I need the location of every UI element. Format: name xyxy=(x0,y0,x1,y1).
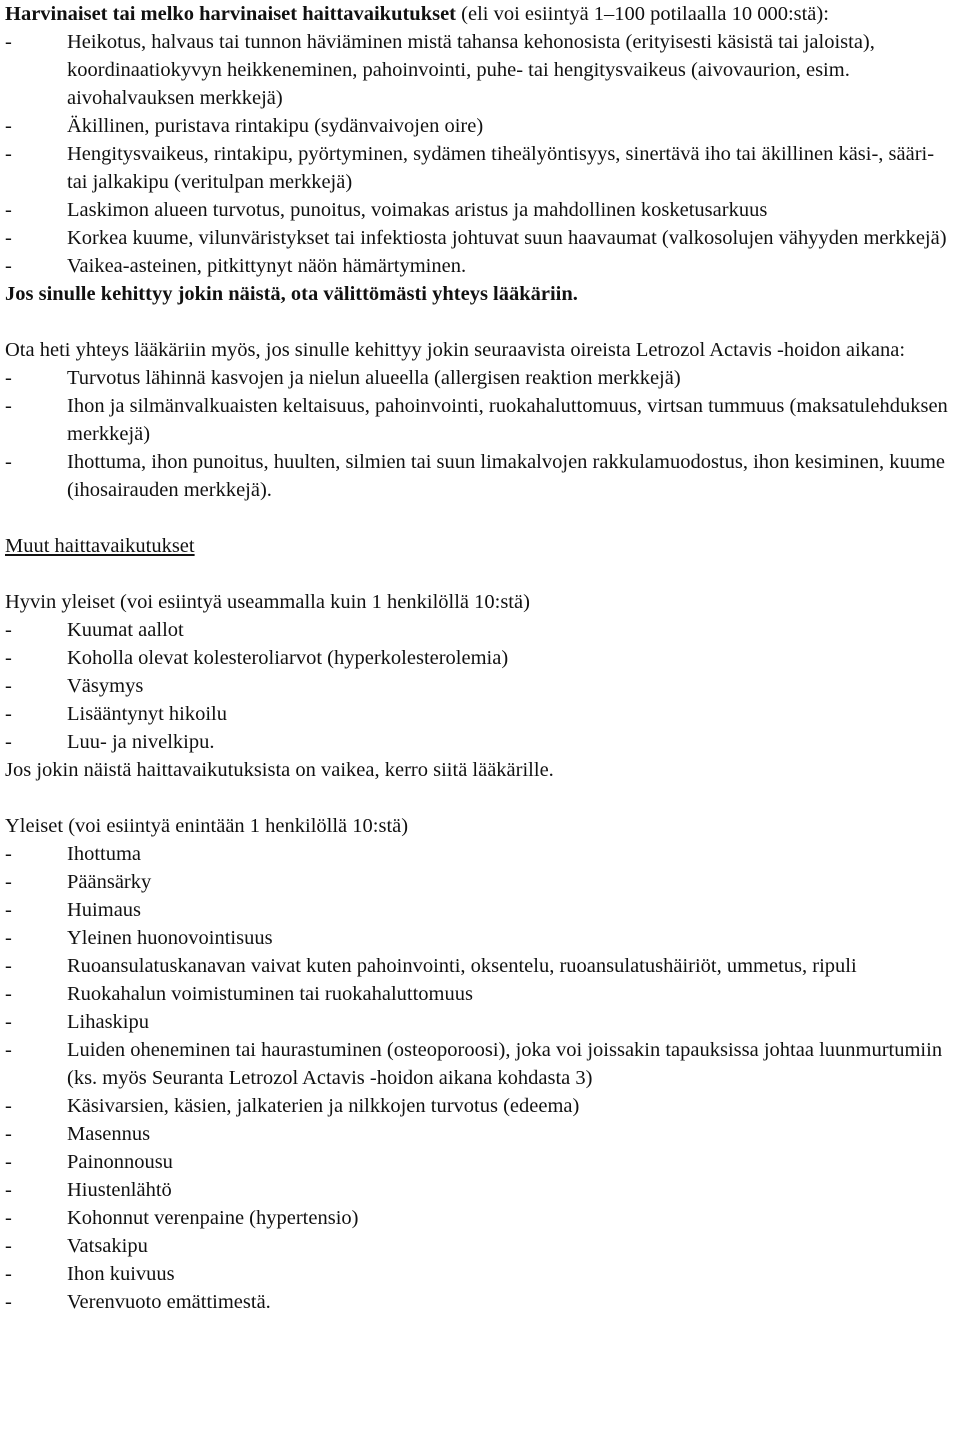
contact-doctor-list xyxy=(5,364,957,504)
spacer xyxy=(5,308,957,336)
dash: - xyxy=(5,227,12,249)
dash: - xyxy=(5,955,12,977)
document-page xyxy=(5,0,957,1316)
list-item xyxy=(5,672,957,700)
dash: - xyxy=(5,367,12,389)
list-item-text: Vatsakipu xyxy=(67,1235,148,1257)
list-item xyxy=(5,924,957,952)
spacer xyxy=(5,784,957,812)
list-item-text: Äkillinen, puristava rintakipu (sydänvaivojen oire) xyxy=(67,115,484,137)
common-heading: Yleiset (voi esiintyä enintään 1 henkilöllä 10:stä) xyxy=(5,815,409,837)
list-item-text: Ihottuma xyxy=(67,843,142,865)
list-item-text: Lihaskipu xyxy=(67,1011,149,1033)
rare-effects-heading-rest: (eli voi esiintyä 1–100 potilaalla 10 000:stä): xyxy=(456,3,829,25)
very-common-heading: Hyvin yleiset (voi esiintyä useammalla kuin 1 henkilöllä 10:stä) xyxy=(5,591,530,613)
dash: - xyxy=(5,1039,12,1061)
spacer xyxy=(5,504,957,532)
list-item xyxy=(5,700,957,728)
list-item xyxy=(5,1008,957,1036)
list-item xyxy=(5,840,957,868)
list-item-text: Hiustenlähtö xyxy=(67,1179,172,1201)
dash: - xyxy=(5,675,12,697)
spacer xyxy=(5,560,957,588)
list-item-text: Hengitysvaikeus, rintakipu, pyörtyminen, sydämen tiheälyöntisyys, sinertävä iho tai äkillinen käsi-, sääri- tai jalkakipu (veritulpan merkkejä) xyxy=(67,143,935,193)
dash: - xyxy=(5,1011,12,1033)
list-item xyxy=(5,1176,957,1204)
list-item-text: Kohonnut verenpaine (hypertensio) xyxy=(67,1207,359,1229)
list-item xyxy=(5,1036,957,1092)
dash: - xyxy=(5,1263,12,1285)
dash: - xyxy=(5,255,12,277)
dash: - xyxy=(5,1235,12,1257)
common-list xyxy=(5,840,957,1316)
dash: - xyxy=(5,1123,12,1145)
list-item xyxy=(5,644,957,672)
list-item-text: Käsivarsien, käsien, jalkaterien ja nilkkojen turvotus (edeema) xyxy=(67,1095,580,1117)
list-item xyxy=(5,448,957,504)
list-item-text: Koholla olevat kolesteroliarvot (hyperkolesterolemia) xyxy=(67,647,509,669)
list-item-text: Painonnousu xyxy=(67,1151,173,1173)
list-item xyxy=(5,1232,957,1260)
dash: - xyxy=(5,927,12,949)
dash: - xyxy=(5,619,12,641)
dash: - xyxy=(5,31,12,53)
dash: - xyxy=(5,843,12,865)
dash: - xyxy=(5,647,12,669)
dash: - xyxy=(5,983,12,1005)
dash: - xyxy=(5,1151,12,1173)
dash: - xyxy=(5,731,12,753)
list-item-text: Lisääntynyt hikoilu xyxy=(67,703,227,725)
list-item-text: Luu- ja nivelkipu. xyxy=(67,731,215,753)
list-item xyxy=(5,1120,957,1148)
very-common-note: Jos jokin näistä haittavaikutuksista on vaikea, kerro siitä lääkärille. xyxy=(5,759,554,781)
list-item xyxy=(5,1288,957,1316)
list-item xyxy=(5,1204,957,1232)
list-item-text: Laskimon alueen turvotus, punoitus, voimakas aristus ja mahdollinen kosketusarkuus xyxy=(67,199,768,221)
list-item-text: Ihon ja silmänvalkuaisten keltaisuus, pahoinvointi, ruokahaluttomuus, virtsan tummuus (maksatulehduksen merkkejä) xyxy=(67,395,948,445)
list-item-text: Ihon kuivuus xyxy=(67,1263,175,1285)
dash: - xyxy=(5,871,12,893)
doctor-warning: Jos sinulle kehittyy jokin näistä, ota välittömästi yhteys lääkäriin. xyxy=(5,283,578,305)
list-item-text: Korkea kuume, vilunväristykset tai infektiosta johtuvat suun haavaumat (valkosolujen vähyyden merkkejä) xyxy=(67,227,947,249)
list-item-text: Päänsärky xyxy=(67,871,152,893)
list-item xyxy=(5,364,957,392)
dash: - xyxy=(5,143,12,165)
dash: - xyxy=(5,1179,12,1201)
dash: - xyxy=(5,1291,12,1313)
dash: - xyxy=(5,1207,12,1229)
dash: - xyxy=(5,1095,12,1117)
list-item xyxy=(5,196,957,224)
dash: - xyxy=(5,899,12,921)
list-item xyxy=(5,1260,957,1288)
list-item xyxy=(5,1148,957,1176)
dash: - xyxy=(5,395,12,417)
list-item xyxy=(5,112,957,140)
list-item xyxy=(5,868,957,896)
very-common-list xyxy=(5,616,957,756)
list-item xyxy=(5,392,957,448)
list-item-text: Luiden oheneminen tai haurastuminen (osteoporoosi), joka voi joissakin tapauksissa johtaa luunmurtumiin (ks. myös Seuranta Letrozol Actavis -hoidon aikana kohdasta 3) xyxy=(67,1039,943,1089)
dash: - xyxy=(5,451,12,473)
list-item-text: Ruokahalun voimistuminen tai ruokahaluttomuus xyxy=(67,983,473,1005)
list-item-text: Masennus xyxy=(67,1123,151,1145)
other-effects-title: Muut haittavaikutukset xyxy=(5,535,195,557)
list-item-text: Vaikea-asteinen, pitkittynyt näön hämärtyminen. xyxy=(67,255,467,277)
list-item xyxy=(5,980,957,1008)
dash: - xyxy=(5,703,12,725)
contact-doctor-intro: Ota heti yhteys lääkäriin myös, jos sinulle kehittyy jokin seuraavista oireista Letrozol Actavis -hoidon aikana: xyxy=(5,339,906,361)
list-item-text: Turvotus lähinnä kasvojen ja nielun alueella (allergisen reaktion merkkejä) xyxy=(67,367,681,389)
list-item-text: Verenvuoto emättimestä. xyxy=(67,1291,271,1313)
list-item-text: Kuumat aallot xyxy=(67,619,184,641)
list-item-text: Huimaus xyxy=(67,899,142,921)
list-item xyxy=(5,140,957,196)
list-item-text: Ihottuma, ihon punoitus, huulten, silmien tai suun limakalvojen rakkulamuodostus, ihon kesiminen, kuume (ihosairauden merkkejä). xyxy=(67,451,945,501)
list-item xyxy=(5,224,957,252)
list-item xyxy=(5,952,957,980)
dash: - xyxy=(5,115,12,137)
list-item xyxy=(5,616,957,644)
list-item-text: Yleinen huonovointisuus xyxy=(67,927,273,949)
list-item-text: Heikotus, halvaus tai tunnon häviäminen mistä tahansa kehonosista (erityisesti käsistä tai jaloista), koordinaatiokyvyn heikkeneminen, pahoinvointi, puhe- tai hengitysvaikeus (aivovaurion, esim. aivohalvauksen merkkejä) xyxy=(67,31,875,109)
rare-effects-list xyxy=(5,28,957,280)
rare-effects-heading xyxy=(5,0,957,28)
list-item-text: Väsymys xyxy=(67,675,144,697)
list-item xyxy=(5,896,957,924)
list-item xyxy=(5,1092,957,1120)
list-item-text: Ruoansulatuskanavan vaivat kuten pahoinvointi, oksentelu, ruoansulatushäiriöt, ummetus, ripuli xyxy=(67,955,857,977)
list-item xyxy=(5,28,957,112)
list-item xyxy=(5,252,957,280)
list-item xyxy=(5,728,957,756)
rare-effects-heading-bold: Harvinaiset tai melko harvinaiset haittavaikutukset xyxy=(5,3,457,25)
dash: - xyxy=(5,199,12,221)
